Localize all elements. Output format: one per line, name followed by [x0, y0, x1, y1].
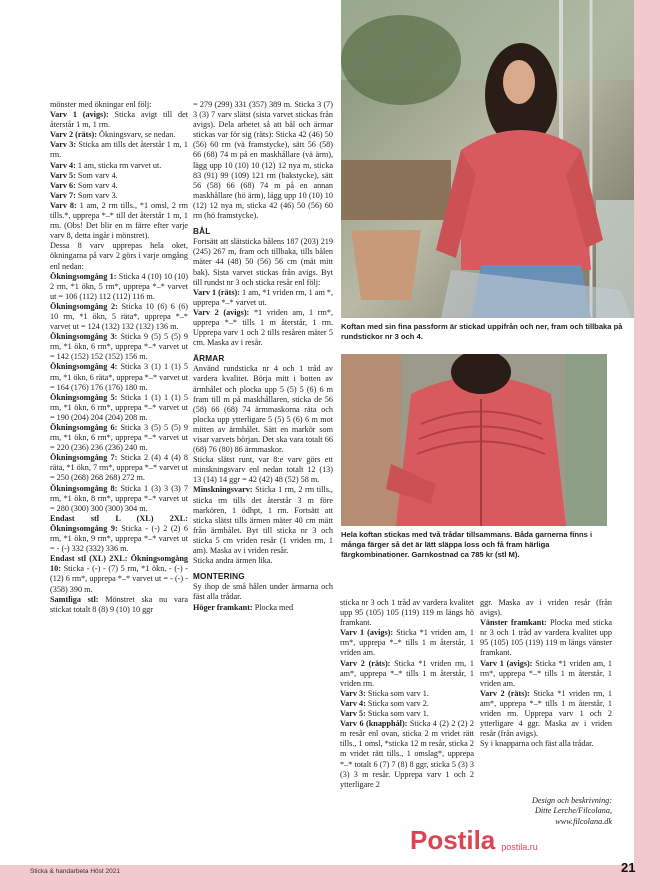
credit-line-1: Design och beskrivning:: [531, 796, 612, 805]
instruction-row: [50, 161, 188, 171]
row-label: Höger framkant:: [193, 602, 255, 612]
instruction-row: [340, 659, 474, 689]
row-text: Sticka am tills det återstår 1 m, 1 rm.: [50, 140, 188, 160]
instruction-row: [50, 554, 188, 594]
instruction-row: [50, 302, 188, 332]
photo-illustration: [341, 354, 607, 526]
row-label: Vänster framkant:: [480, 618, 551, 628]
row-text: Sticka avigt till det återstår 1 m, 1 rm.: [50, 110, 188, 130]
row-label: Ökningsomgång 2:: [50, 301, 122, 311]
page-number: 21: [621, 860, 636, 875]
instruction-row: [50, 393, 188, 423]
row-label: Varv 1 (avigs):: [480, 658, 536, 668]
row-text: Sticka 1 rm, 2 rm tills., sticka rm tills det återstår 3 m före markören, 1 ödhpt, 1 rm. Fortsätt att sticka slätst tills ärmen mäter 40 cm mätt från ärmhålet. Byt till sticka nr 3 och sticka 5 cm vriden resår (1 vriden rm, 1 am). Maska av i vriden resår.: [193, 485, 333, 556]
row-label: Ökningsomgång 7:: [50, 453, 121, 463]
instruction-row: [50, 423, 188, 453]
row-label: Varv 8:: [50, 200, 80, 210]
instruction-row: [50, 130, 188, 140]
instruction-row: [50, 201, 188, 241]
row-label: Varv 5:: [340, 709, 368, 719]
row-text: 1 am, 2 rm tills., *1 omsl, 2 rm tills.*, upprepa *–* till det återstår 1 m, 1 rm. (Obs! Det blir en m färre efter varje varv 8, detta ingår i mönstret).: [50, 200, 188, 241]
instruction-row: [50, 110, 188, 130]
instruction-row: [50, 362, 188, 392]
row-label: Varv 3:: [340, 688, 368, 698]
instruction-row: [193, 308, 333, 348]
row-label: Ökningsomgång 8:: [50, 483, 121, 493]
instruction-row: [50, 595, 188, 615]
row-label: Ökningsomgång 1:: [50, 271, 119, 281]
watermark-brand: Postila: [410, 824, 496, 855]
row-text: Sticka *1 vriden rm, 1 am*, upprepa *–* tills 1 m återstår, 1 vriden rm. Upprepa varv 1 och 2 ytterligare 4 ggr. Maska av i vriden resår (från avigs).: [480, 688, 612, 739]
row-text: Som varv 3.: [77, 190, 118, 200]
row-label: Ökningsomgång 5:: [50, 392, 121, 402]
row-label: Varv 6 (knapphål):: [340, 719, 410, 729]
paragraph: Sy ihop de små hålen under ärmarna och fäst alla trådar.: [193, 582, 333, 602]
row-text: Sticka som varv 2.: [367, 698, 429, 708]
instruction-row: [50, 453, 188, 483]
row-text: Sticka *1 vriden am, 1 rm*, upprepa *–* tills 1 m återstår, 1 vriden am.: [480, 658, 612, 688]
row-text: Som varv 4.: [77, 180, 118, 190]
section-heading: BÅL: [193, 227, 211, 237]
text-column-3: [340, 598, 474, 848]
instruction-row: [340, 628, 474, 658]
row-label: Minskningsvarv:: [193, 485, 256, 495]
credit-line-2: Ditte Lerche/Filcolana,: [534, 806, 612, 816]
row-text: 1 am, *1 vriden rm, 1 am *, upprepa *–* varvet ut.: [193, 287, 333, 307]
credit-link[interactable]: www.filcolana.dk: [555, 816, 612, 826]
row-label: Ökningsomgång 4:: [50, 362, 121, 372]
row-text: Sticka 9 (5) 5 (5) 9 rm, *1 ökn, 6 rm*, upprepa *–* varvet ut = 142 (152) 152 (152) 156 m.: [50, 332, 188, 362]
row-label: Varv 4:: [50, 160, 78, 170]
row-label: Varv 2 (räts):: [50, 130, 100, 140]
photo-woman-greenhouse: [341, 0, 634, 318]
row-text: Sticka *1 vriden rm, 1 am*, upprepa *–* tills 1 m återstår, 1 vriden rm.: [340, 658, 474, 688]
row-text: Som varv 4.: [77, 170, 118, 180]
paragraph: Använd rundsticka nr 4 och 1 tråd av vardera kvalitet. Börja mitt i botten av ärmhålet och plocka upp 5 (5) 5 (6) 6 m fram till m på maskhållaren, sticka de 56 (58) 66 (68) 74 ärmmaskorna räta och plocka upp ytterligare 5 (5) 5 (6) 6 m mot mitten av ärmhålet. Sätt en markör som visar varvets början. Det ska vara totalt 66 (68) 76 (80) 86 ärmmaskor.: [193, 364, 333, 455]
instruction-row: [50, 181, 188, 191]
row-label: Varv 6:: [50, 180, 78, 190]
row-label: Varv 1 (räts):: [193, 287, 243, 297]
instruction-row: [340, 719, 474, 790]
row-text: Sticka - (-) 2 (2) 6 rm, *1 ökn, 9 rm*, upprepa *–* varvet ut = - (-) 332 (332) 336 m.: [50, 523, 188, 554]
row-text: Plocka med: [254, 602, 294, 612]
photo-illustration: [341, 0, 634, 318]
row-text: Mönstret ska nu vara stickat totalt 8 (8) 9 (10) 10 ggr: [50, 594, 188, 614]
row-text: Sticka - (-) - (7) 5 rm, *1 ökn, - (-) - (12) 6 rm*, upprepa *–* varvet ut = - (-) - (358) 390 m.: [50, 564, 188, 594]
paragraph: = 279 (299) 331 (357) 389 m. Sticka 3 (7) 3 (3) 7 varv slätst (sista varvet stickas från avigs). Dela arbetet så att bål och ärmar stickas var för sig (räts): Sticka 42 (46) 50 (56) 60 rm (vä framstycke), sätt 56 (58) 66 (68) 74 m på en maskhållare (vä ärm), lägg upp 10 (10) 10 (12) 12 nya m, sticka 83 (91) 99 (109) 121 rm (bakstycke), sätt 56 (58) 66 (68) 74 m på en annan maskhållare (hö ärm), lägg upp 10 (10) 10 (12) 12 nya m, sticka 42 (46) 50 (56) 60 rm (hö framstycke).: [193, 100, 333, 221]
row-text: Sticka 3 (1) 1 (1) 5 rm, *1 ökn, 6 räta*, upprepa *–* varvet ut = 164 (176) 176 (176) 180 m.: [50, 362, 188, 392]
row-text: Sticka 1 (3) 3 (3) 7 rm, *1 ökn, 8 rm*, upprepa *–* varvet ut = 280 (300) 300 (300) 304 m.: [50, 483, 188, 513]
paragraph: Sy i knapparna och fäst alla trådar.: [480, 739, 594, 749]
row-label: Ökningsomgång 6:: [50, 423, 121, 432]
instruction-row: [340, 699, 474, 709]
row-text: Sticka 3 (5) 5 (5) 9 rm, *1 ökn, 6 rm*, upprepa *–* varvet ut = 220 (236) 236 (236) 240 m.: [50, 423, 188, 453]
instruction-row: [50, 140, 188, 160]
row-text: Sticka 10 (6) 6 (6) 10 rm, *1 ökn, 5 räta*, upprepa *–* varvet ut = 124 (132) 132 (132) 136 m.: [50, 301, 188, 332]
photo-sweater-closeup: [341, 354, 607, 526]
section-heading: MONTERING: [193, 572, 245, 582]
row-label: Endast stl (XL) 2XL: Ökningsomgång 10:: [50, 554, 188, 574]
instruction-row: [50, 191, 188, 201]
paragraph: mönster med ökningar enl följ:: [50, 100, 152, 109]
row-text: *1 vriden am, 1 rm*, upprepa *–* tills 1 m återstår, 1 rm. Upprepa varv 1 och 2 tills resåren mäter 5 cm. Maska av i resår.: [193, 307, 333, 348]
row-text: Sticka 2 (4) 4 (4) 8 räta, *1 ökn, 7 rm*, upprepa *–* varvet ut = 250 (268) 268 268) 272 m.: [50, 453, 188, 483]
text-column-1: [50, 100, 188, 840]
row-text: Sticka slätst runt, var 8:e varv görs ett minskningsvarv enl nedan totalt 12 (13) 13 (14) 14 ggr = 42 (42) 48 (52) 58 m.: [193, 455, 333, 485]
instruction-row: [50, 332, 188, 362]
row-label: Varv 3:: [50, 140, 79, 150]
section-heading: ÄRMAR: [193, 354, 225, 364]
row-text: Sticka som varv 1.: [367, 688, 429, 698]
instruction-row: [480, 618, 612, 658]
watermark-domain: postila.ru: [501, 842, 538, 852]
instruction-row: [50, 514, 188, 554]
paragraph: Sticka andra ärmen lika.: [193, 556, 273, 566]
row-label: Varv 5:: [50, 170, 78, 180]
photo-caption-2: Hela koftan stickas med två trådar tillsammans. Båda garnerna finns i många färger så det är lätt släppa loss och få fram härliga färgkombinationer. Garnkostnad ca 785 kr (stl M).: [341, 530, 593, 559]
instruction-row: [193, 603, 333, 613]
photo-caption-1: Koftan med sin fina passform är stickad uppifrån och ner, fram och tillbaka på rundstickor nr 3 och 4.: [341, 322, 623, 341]
row-label: Varv 2 (räts):: [480, 688, 534, 698]
instruction-row: [193, 485, 333, 556]
row-text: Sticka 1 (1) 1 (1) 5 rm, *1 ökn, 6 rm*, upprepa *–* varvet ut = 190 (204) 204 (204) 208 m.: [50, 392, 188, 422]
instruction-row: [193, 288, 333, 308]
row-label: Varv 2 (räts):: [340, 658, 395, 668]
text-column-2: [193, 100, 333, 840]
postila-watermark: [410, 820, 610, 860]
row-text: Plocka med sticka nr 3 och 1 tråd av vardera kvalitet upp 95 (105) 105 (119) 119 m längs vänster framkant.: [480, 618, 612, 658]
instruction-row: [193, 455, 333, 485]
paragraph: sticka nr 3 och 1 tråd av vardera kvalitet upp 95 (105) 105 (119) 119 m längs hö framkant.: [340, 598, 474, 628]
paragraph: Dessa 8 varv upprepas hela oket, ökningarna på varv 2 görs i varje omgång enl nedan:: [50, 241, 188, 271]
paragraph: ggr. Maska av i vriden resår (från avigs).: [480, 598, 612, 618]
instruction-row: [480, 689, 612, 739]
row-text: Sticka 4 (10) 10 (10) 2 rm, *1 ökn, 5 rm*, upprepa *–* varvet ut = 106 (112) 112 (112) 116 m.: [50, 271, 188, 301]
row-label: Varv 1 (avigs):: [340, 628, 397, 638]
row-label: Varv 2 (avigs):: [193, 307, 254, 317]
paragraph: Fortsätt att slätsticka bålens 187 (203) 219 (245) 267 m, fram och tillbaka, tills bålen mäter 44 (48) 50 (56) 56 cm (mät mitt bak). Sista varvet stickas från avigs. Byt till rundst nr 3 och sticka resår enl följ:: [193, 237, 333, 287]
instruction-row: [340, 689, 474, 699]
row-label: Ökningsomgång 3:: [50, 332, 121, 342]
row-label: Endast stl L (XL) 2XL: Ökningsomgång 9:: [50, 513, 188, 533]
row-text: Sticka *1 vriden am, 1 rm*, upprepa *–* tills 1 m återstår, 1 vriden am.: [340, 628, 474, 658]
instruction-row: [50, 484, 188, 514]
footer-magazine: Sticka & handarbeta Höst 2021: [30, 868, 120, 875]
instruction-row: [50, 272, 188, 302]
row-text: Sticka som varv 1.: [367, 709, 429, 719]
instruction-row: [50, 171, 188, 181]
row-label: Varv 1 (avigs):: [50, 110, 115, 120]
instruction-row: [480, 659, 612, 689]
row-label: Varv 7:: [50, 190, 78, 200]
row-text: 1 am, sticka rm varvet ut.: [77, 160, 162, 170]
row-label: Samtliga stl:: [50, 594, 106, 604]
row-label: Varv 4:: [340, 698, 368, 708]
row-text: Sticka 4 (2) 2 (2) 2 m resår enl ovan, sticka 2 m vridet rätt tills., 1 omsl, *sticka 12 m resår, sticka 2 m vridet rätt tills., 1 omslag*, upprepa *–* totalt 6 (7) 7 (8) 8 ggr, sticka 5 (3) 3 (3) 3 m resår. Upprepa varv 1 och 2 ytterligare 2: [340, 719, 474, 789]
row-text: Ökningsvarv, se nedan.: [99, 130, 176, 140]
instruction-row: [340, 709, 474, 719]
